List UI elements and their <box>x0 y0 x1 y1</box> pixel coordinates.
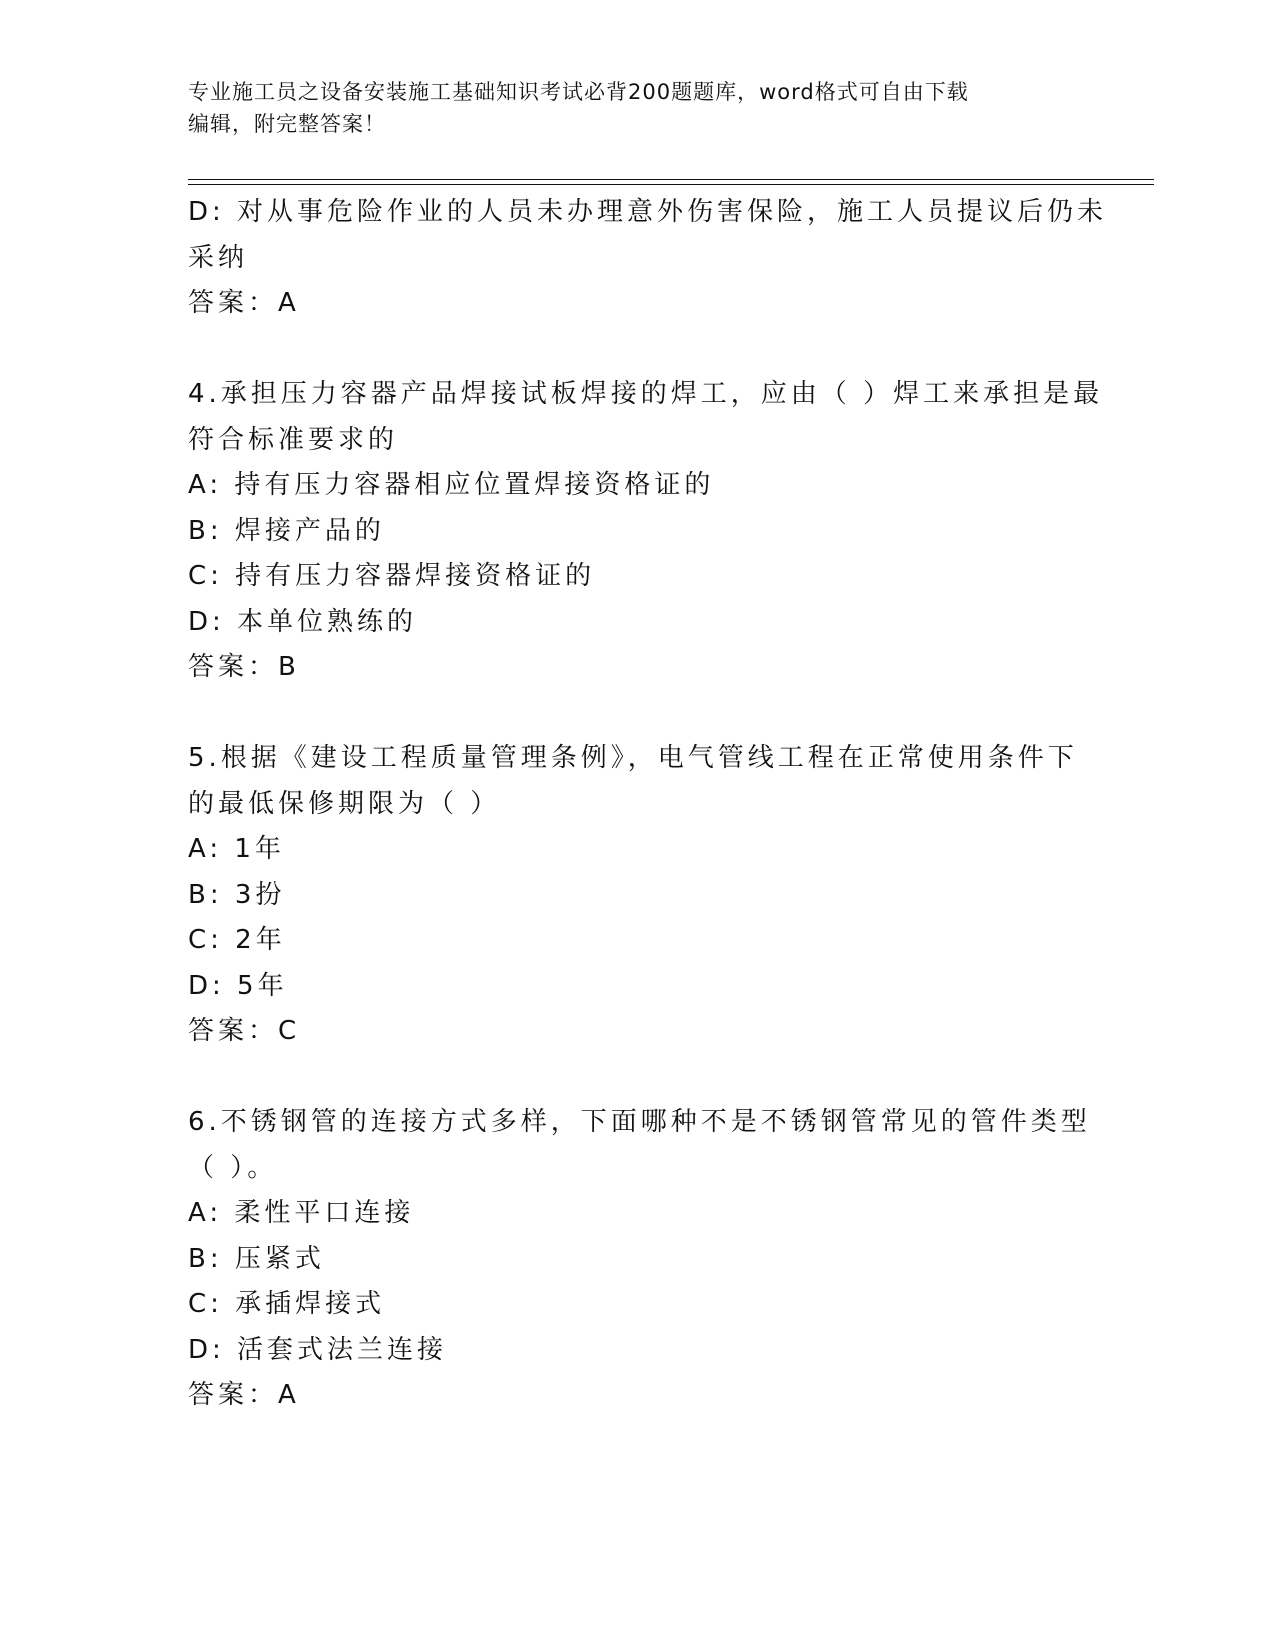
question-5 <box>188 736 1088 1055</box>
answer-label: 答案：A <box>188 1380 300 1410</box>
option-a: A: 柔性平口连接 <box>188 1198 415 1228</box>
option-d-continued: 采纳 <box>188 242 249 273</box>
header-divider-bottom <box>188 184 1154 185</box>
option-d: D: 本单位熟练的 <box>188 606 418 637</box>
option-c: C: 承插焊接式 <box>188 1289 386 1319</box>
document-header <box>188 76 1068 140</box>
question-4 <box>188 372 1104 691</box>
question-stem-continued: 符合标准要求的 <box>188 424 399 455</box>
option-a: A: 持有压力容器相应位置焊接资格证的 <box>188 470 715 500</box>
question-stem-continued: 的最低保修期限为（ ） <box>188 788 501 819</box>
option-c: C: 持有压力容器焊接资格证的 <box>188 561 596 591</box>
option-d: D: 5年 <box>188 970 288 1001</box>
header-divider-top <box>188 179 1154 180</box>
question-stem: 5.根据《建设工程质量管理条例》，电气管线工程在正常使用条件下 <box>188 743 1078 773</box>
spacer <box>188 1055 1088 1101</box>
header-title-line-2: 编辑，附完整答案！ <box>188 112 386 136</box>
question-stem: 4.承担压力容器产品焊接试板焊接的焊工，应由（ ）焊工来承担是最 <box>188 379 1104 409</box>
spacer <box>188 691 1088 737</box>
question-content <box>188 190 1108 1419</box>
option-a: A: 1年 <box>188 834 285 864</box>
option-d: D: 活套式法兰连接 <box>188 1334 448 1365</box>
answer-label: 答案：B <box>188 652 300 682</box>
question-stem: 6.不锈钢管的连接方式多样，下面哪种不是不锈钢管常见的管件类型 <box>188 1107 1091 1137</box>
option-b: B: 焊接产品的 <box>188 515 385 546</box>
option-d: D: 对从事危险作业的人员未办理意外伤害保险，施工人员提议后仍未 <box>188 197 1108 227</box>
answer-label: 答案：C <box>188 1016 301 1046</box>
question-stem-continued: （ ）。 <box>188 1152 278 1183</box>
question-3-continuation <box>188 190 1108 327</box>
option-b: B: 压紧式 <box>188 1243 325 1274</box>
header-title-line-1: 专业施工员之设备安装施工基础知识考试必背200题题库，word格式可自由下载 <box>188 80 969 104</box>
spacer <box>188 327 1088 373</box>
option-b: B: 3扮 <box>188 879 286 910</box>
question-6 <box>188 1100 1091 1419</box>
answer-label: 答案：A <box>188 288 300 318</box>
option-c: C: 2年 <box>188 925 286 955</box>
